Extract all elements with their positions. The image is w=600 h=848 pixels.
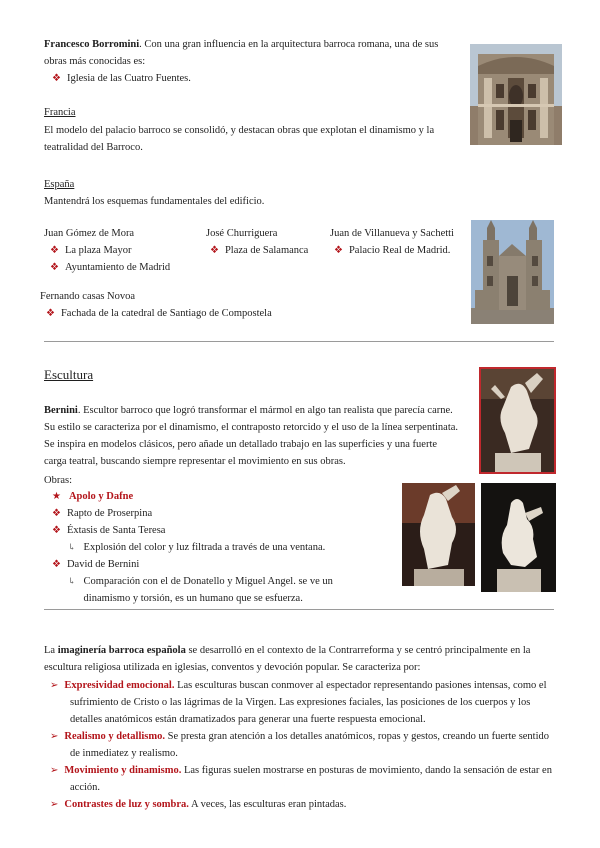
diamond-bullet-icon: ❖ xyxy=(334,245,343,256)
work-note: ↳ Explosión del color y luz filtrada a través de una ventana. xyxy=(68,542,326,553)
point-movimiento: ➢ Movimiento y dinamismo. Las figuras suelen mostrarse en posturas de movimiento, dando la sensación de estar en acción. xyxy=(50,765,552,793)
francia-text: El modelo del palacio barroco se consolidó, y destacan obras que explotan el dinamismo y la teatralidad del Barroco. xyxy=(44,125,435,153)
diamond-bullet-icon: ❖ xyxy=(210,245,219,256)
work-extasis-santa-teresa: ❖ Éxtasis de Santa Teresa xyxy=(52,525,166,536)
rapto-proserpina-photo xyxy=(402,483,475,586)
arrow-bullet-icon: ➢ xyxy=(50,731,59,742)
diamond-bullet-icon: ❖ xyxy=(52,73,61,84)
return-arrow-icon: ↳ xyxy=(68,542,76,552)
borromini-text: . Con una gran influencia en la arquitectura barroca romana, una de sus obras más conocidas es: xyxy=(44,39,439,67)
borromini-work-item: ❖ Iglesia de las Cuatro Fuentes. xyxy=(52,73,191,84)
section-divider xyxy=(44,609,554,610)
return-arrow-icon: ↳ xyxy=(68,576,76,586)
david-bernini-photo xyxy=(481,483,556,592)
section-divider xyxy=(44,341,554,342)
bernini-paragraph xyxy=(44,402,462,470)
architect-name: Juan de Villanueva y Sachetti xyxy=(330,228,454,239)
diamond-bullet-icon: ❖ xyxy=(52,508,61,519)
point-realismo: ➢ Realismo y detallismo. Se presta gran atención a los detalles anatómicos, ropas y gestos, creando un fuerte sentido de inmediatez y realismo. xyxy=(50,731,550,759)
obras-label: Obras: xyxy=(44,475,72,486)
architect-name: Juan Gómez de Mora xyxy=(44,228,135,239)
diamond-bullet-icon: ❖ xyxy=(52,559,61,570)
espana-heading: España xyxy=(44,179,75,190)
espana-text: Mantendrá los esquemas fundamentales del edificio. xyxy=(44,196,265,207)
work-rapto-de-proserpina: ❖ Rapto de Proserpina xyxy=(52,508,153,519)
architect-casas-novoa: Fernando casas Novoa ❖ Fachada de la catedral de Santiago de Compostela xyxy=(40,288,272,322)
work-david-de-bernini: ❖ David de Bernini xyxy=(52,559,140,570)
imagineria-points xyxy=(50,677,556,813)
imagineria-intro: La imaginería barroca española se desarrolló en el contexto de la Contrarreforma y se centró principalmente en la escultura religiosa utilizada en iglesias, conventos y devoción popular. Se caracteriza por: xyxy=(44,645,531,673)
diamond-bullet-icon: ❖ xyxy=(50,245,59,256)
bernini-text: . Escultor barroco que logró transformar el mármol en algo tan realista que parecía carne. Su estilo se caracteriza por el dinamismo, el contraposto retorcido y el uso de la línea serpentinata. Se inspira en modelos clásicos, pero añade un detallado trabajo en las superficies y una fuerte carga teatral, buscando siempre representar el movimiento en sus obras. xyxy=(44,405,459,467)
diamond-bullet-icon: ❖ xyxy=(50,262,59,273)
borromini-name: Francesco Borromini xyxy=(44,39,140,50)
arrow-bullet-icon: ➢ xyxy=(50,765,59,776)
church-facade-photo xyxy=(470,44,562,145)
imagineria-term: imaginería barroca española xyxy=(57,645,186,656)
escultura-heading: Escultura xyxy=(44,367,94,382)
arrow-bullet-icon: ➢ xyxy=(50,799,59,810)
diamond-bullet-icon: ❖ xyxy=(52,525,61,536)
cathedral-santiago-photo xyxy=(471,220,554,324)
work-apolo-y-dafne: ★ Apolo y Dafne xyxy=(52,491,134,502)
point-contrastes: ➢ Contrastes de luz y sombra. A veces, las esculturas eran pintadas. xyxy=(50,799,347,810)
borromini-paragraph xyxy=(44,36,456,70)
architect-churriguera: José Churriguera ❖ Plaza de Salamanca xyxy=(206,225,308,259)
architect-villanueva: Juan de Villanueva y Sachetti ❖ Palacio Real de Madrid. xyxy=(330,225,454,259)
work-note: ↳ Comparación con el de Donatello y Miguel Angel. se ve un dinamismo y torsión, es un humano que se esfuerza. xyxy=(52,573,368,607)
bernini-name: Bernini xyxy=(44,405,78,416)
architect-name: José Churriguera xyxy=(206,228,278,239)
francia-heading: Francia xyxy=(44,107,76,118)
arrow-bullet-icon: ➢ xyxy=(50,680,59,691)
architect-name: Fernando casas Novoa xyxy=(40,291,136,302)
star-bullet-icon: ★ xyxy=(52,491,61,502)
architect-gomez-de-mora: Juan Gómez de Mora ❖ La plaza Mayor ❖ Ayuntamiento de Madrid xyxy=(44,225,170,276)
apolo-dafne-photo xyxy=(479,367,556,474)
diamond-bullet-icon: ❖ xyxy=(46,308,55,319)
point-expresividad: ➢ Expresividad emocional. Las esculturas buscan conmover al espectador representando pasiones intensas, como el sufrimiento de Cristo o las lágrimas de la Virgen. Las expresiones faciales, las posiciones de los cuerpos y los detalles anatómicos están dramatizados para generar una fuerte respuesta emocional. xyxy=(50,680,547,725)
bernini-works-list xyxy=(52,488,352,607)
